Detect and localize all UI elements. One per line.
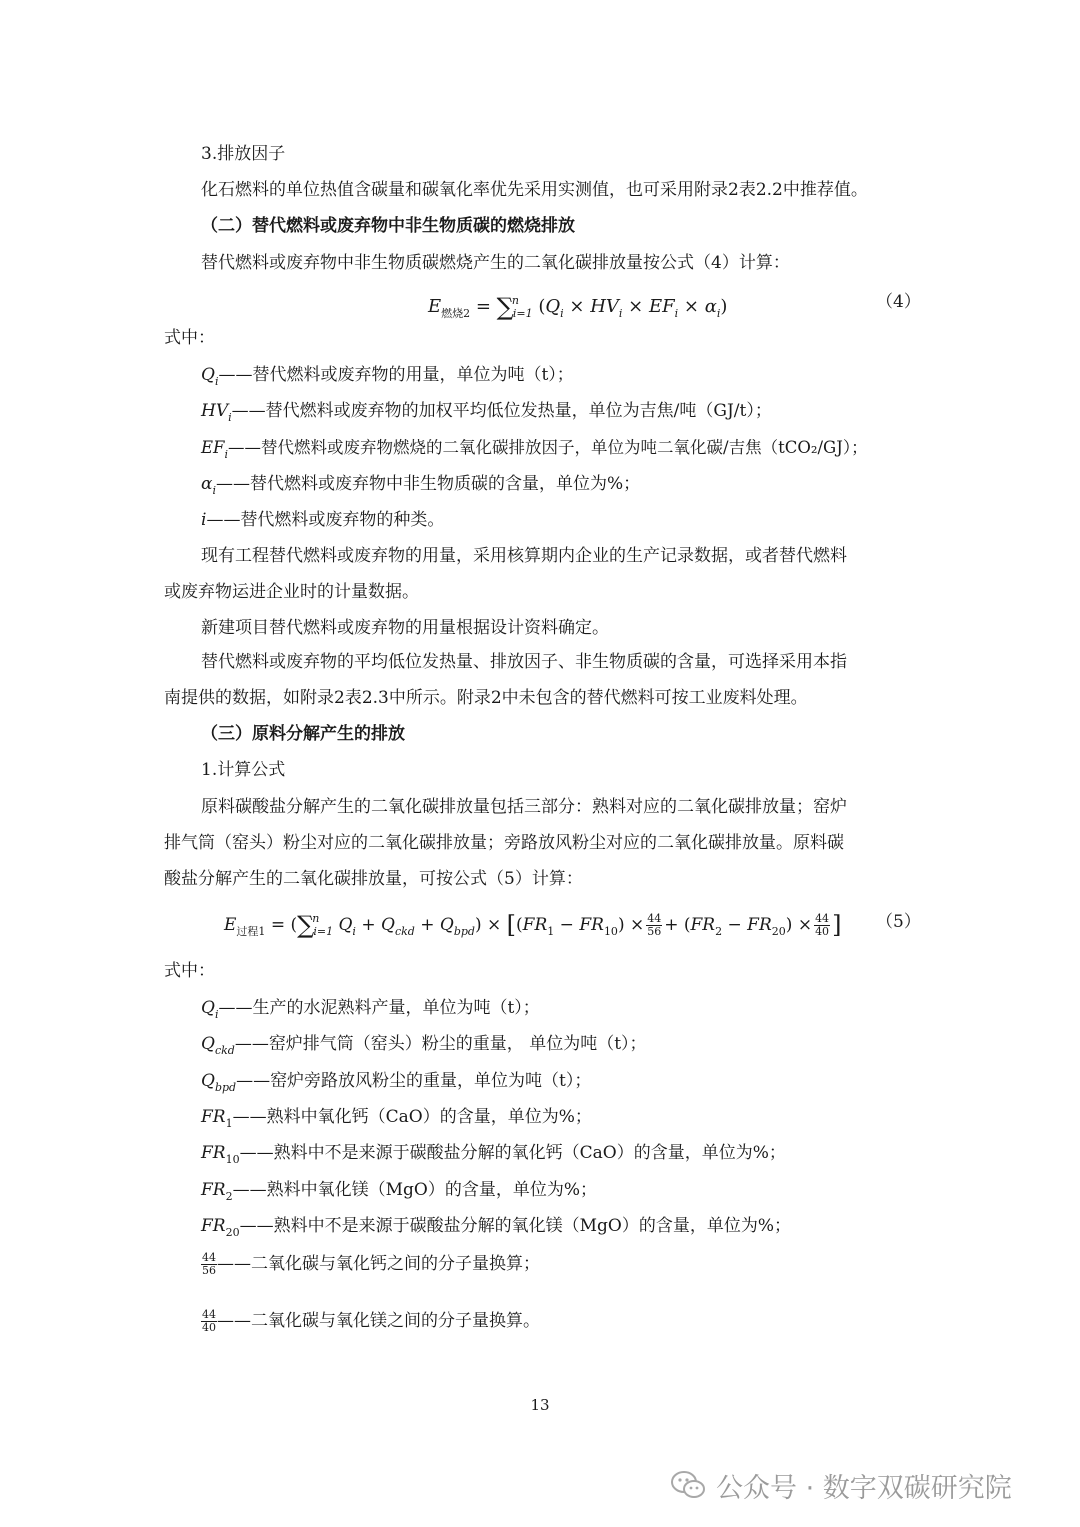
paragraph: 现有工程替代燃料或废弃物的用量，采用核算期内企业的生产记录数据，或者替代燃料 bbox=[201, 546, 847, 566]
definition-item: $Q_{ckd}——$窑炉排气筒（窑头）粉尘的重量， 单位为吨（t）； bbox=[201, 1034, 647, 1057]
paragraph: 南提供的数据，如附录2表2.3中所示。附录2中未包含的替代燃料可按工业废料处理。 bbox=[164, 688, 808, 708]
paragraph: 原料碳酸盐分解产生的二氧化碳排放量包括三部分：熟料对应的二氧化碳排放量；窑炉 bbox=[201, 797, 847, 817]
fraction-44-56: $\frac{44}{56}$ bbox=[202, 1251, 216, 1277]
formula-5: $E_{过程1} = (\sum^n_{i=1}$ $Q_i + Q_{ckd} + Q_{bpd}) \times [(FR_1 - FR_{10})$ × $\frac{44}{56}$ + $(FR_2 - FR_{20})$ × $\frac{44}{40}$ ] bbox=[224, 911, 842, 939]
definition-item: $FR_{20}——$熟料中不是来源于碳酸盐分解的氧化镁（MgO）的含量，单位为%； bbox=[201, 1216, 791, 1239]
paragraph: 替代燃料或废弃物的平均低位发热量、排放因子、非生物质碳的含量，可选择采用本指 bbox=[201, 652, 847, 672]
definition-item: i——替代燃料或废弃物的种类。 bbox=[201, 510, 445, 530]
watermark bbox=[670, 1465, 1012, 1505]
formula-4: $E_{燃烧2} = \sum^n_{i=1}$ $(Q_i \times HV_i \times EF_i \times \alpha_i)$ bbox=[428, 293, 728, 321]
subsection-heading: 1.计算公式 bbox=[201, 760, 286, 780]
paragraph: 式中： bbox=[164, 961, 215, 981]
definition-item: $FR_2——$熟料中氧化镁（MgO）的含量，单位为%； bbox=[201, 1180, 597, 1203]
paragraph: 酸盐分解产生的二氧化碳排放量，可按公式（5）计算： bbox=[164, 869, 583, 889]
watermark-text: 公众号 · 数字双碳研究院 bbox=[716, 1472, 1012, 1504]
section-heading: （三）原料分解产生的排放 bbox=[201, 724, 405, 744]
paragraph: 化石燃料的单位热值含碳量和碳氧化率优先采用实测值，也可采用附录2表2.2中推荐值。 bbox=[201, 180, 868, 200]
definition-item: $Q_{bpd}——$窑炉旁路放风粉尘的重量，单位为吨（t）； bbox=[201, 1071, 592, 1094]
definition-item: $FR_{10}——$熟料中不是来源于碳酸盐分解的氧化钙（CaO）的含量，单位为%； bbox=[201, 1143, 786, 1166]
paragraph: 新建项目替代燃料或废弃物的用量根据设计资料确定。 bbox=[201, 618, 609, 638]
section-heading: 3.排放因子 bbox=[201, 144, 286, 164]
fraction-44-56: $\frac{44}{56}$ bbox=[647, 912, 662, 938]
fraction-44-40: $\frac{44}{40}$ bbox=[815, 912, 830, 938]
paragraph: 排气筒（窑头）粉尘对应的二氧化碳排放量；旁路放风粉尘对应的二氧化碳排放量。原料碳 bbox=[164, 833, 844, 853]
definition-item: $HV_i——$替代燃料或废弃物的加权平均低位发热量，单位为吉焦/吨（GJ/t）； bbox=[201, 401, 772, 424]
fraction-44-40: $\frac{44}{40}$ bbox=[202, 1308, 216, 1334]
paragraph: 式中： bbox=[164, 328, 215, 348]
definition-item: $\frac{44}{56}$ ——二氧化碳与氧化钙之间的分子量换算； bbox=[202, 1251, 540, 1277]
definition-item: $FR_1——$熟料中氧化钙（CaO）的含量，单位为%； bbox=[201, 1107, 592, 1130]
equation-number: （5） bbox=[876, 912, 921, 932]
definition-item: $Q_i——$替代燃料或废弃物的用量，单位为吨（t）； bbox=[201, 365, 574, 388]
wechat-icon bbox=[670, 1470, 706, 1500]
definition-item: $Q_i——$生产的水泥熟料产量，单位为吨（t）； bbox=[201, 998, 540, 1021]
definition-item: $\alpha_i——$替代燃料或废弃物中非生物质碳的含量，单位为%； bbox=[201, 474, 641, 497]
page-number: 13 bbox=[530, 1396, 550, 1414]
section-heading: （二）替代燃料或废弃物中非生物质碳的燃烧排放 bbox=[201, 216, 575, 236]
paragraph: 或废弃物运进企业时的计量数据。 bbox=[164, 582, 419, 602]
paragraph: 替代燃料或废弃物中非生物质碳燃烧产生的二氧化碳排放量按公式（4）计算： bbox=[201, 253, 790, 273]
definition-item: $EF_i——$替代燃料或废弃物燃烧的二氧化碳排放因子，单位为吨二氧化碳/吉焦（tCO₂/GJ）； bbox=[201, 438, 868, 461]
definition-item: $\frac{44}{40}$ ——二氧化碳与氧化镁之间的分子量换算。 bbox=[202, 1308, 540, 1334]
equation-number: （4） bbox=[876, 292, 921, 312]
